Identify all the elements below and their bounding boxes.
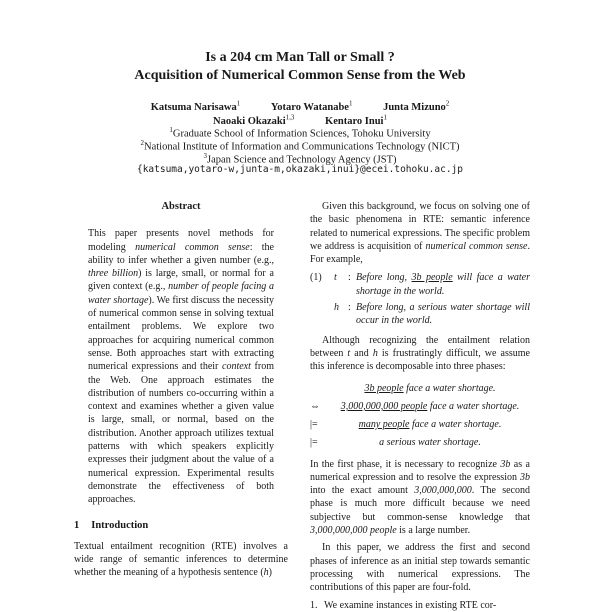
paper-title-line-1: Is a 204 cm Man Tall or Small ? [205, 50, 395, 65]
right-paragraph-3: In the first phase, it is necessary to recognize 3b as a numerical expression and to resolve the expression 3b into the exact amount 3,000,000,000. The second phase is much more difficult because we need subjective but common-sense knowledge that 3,000,000,000 people is a large number. [310, 458, 530, 537]
abstract-text: This paper presents novel methods for modeling numerical common sense: the ability to infer whether a given number (e.g., three billion) is large, small, or normal for a given context (e.g., number of people facing a water shortage). We first discuss the necessity of numerical common sense in solving textual entailment problems. We explore two approaches for acquiring numerical common sense. Both approaches start with extracting numerical expressions and their context from the Web. One approach estimates the distribution of numbers co-occurring within a context and examines whether a given value is large, small, or normal, based on the distribution. Another approach utilizes textual patterns with which speakers explicitly expresses their judgment about the value of a numerical expression. Experimental results demonstrate the effectiveness of both approaches. [88, 228, 275, 506]
example-1 [310, 271, 530, 327]
left-column [74, 200, 288, 584]
inference-phases [310, 380, 530, 452]
author-inui: Kentaro Inui$^1$ [325, 113, 387, 127]
section-heading-introduction: 1 Introduction [74, 519, 149, 531]
abstract-heading: Abstract [161, 201, 201, 212]
example-number: (1) [310, 272, 322, 284]
example-h: h : Before long, a serious water shortage will occur in the world. [334, 302, 530, 327]
intro-paragraph: Textual entailment recognition (RTE) involves a wide range of semantic inferences to determine whether the meaning of a hypothesis sentence (h) [74, 540, 288, 579]
phase-row: ⇔ 3,000,000,000 people face a water shortage. [310, 400, 520, 412]
affiliation-2: $^2$National Institute of Information and Communications Technology (NICT) [140, 139, 460, 153]
author-mizuno: Junta Mizuno$^2$ [383, 99, 450, 113]
right-paragraph-4: In this paper, we address the first and second phases of inference as an initial step towards semantic processing with numerical expressions. The contributions of this paper are four-fold. [310, 542, 530, 594]
right-paragraph-2: Although recognizing the entailment relation between t and h is frustratingly difficult, we assume this inference is decomposable into three phases: [310, 334, 530, 373]
phase-row: |= many people face a water shortage. [310, 418, 502, 430]
contributions-list [310, 599, 530, 612]
author-narisawa: Katsuma Narisawa$^1$ [150, 99, 241, 113]
right-column [310, 200, 530, 612]
paper-title-line-2: Acquisition of Numerical Common Sense from the Web [134, 68, 466, 83]
affiliation-1: $^1$Graduate School of Information Sciences, Tohoku University [169, 126, 431, 140]
author-email: {katsuma,yotaro-w,junta-m,okazaki,inui}@ecei.tohoku.ac.jp [136, 164, 463, 175]
right-paragraph-1: Given this background, we focus on solving one of the basic phenomena in RTE: semantic inference related to numerical expressions. The specific problem we address is acquisition of numerical common sense. For example, [310, 201, 530, 266]
example-t: t : Before long, 3b people will face a water shortage in the world. [334, 272, 530, 297]
affiliation-3: $^3$Japan Science and Technology Agency (JST) [203, 152, 397, 166]
phase-row: 3b people face a water shortage. [364, 382, 496, 394]
list-item: 1. We examine instances in existing RTE cor- [310, 599, 497, 611]
author-watanabe: Yotaro Watanabe$^1$ [270, 99, 353, 113]
author-okazaki: Naoaki Okazaki$^{1,3}$ [213, 113, 295, 127]
phase-row: |= a serious water shortage. [310, 436, 481, 448]
